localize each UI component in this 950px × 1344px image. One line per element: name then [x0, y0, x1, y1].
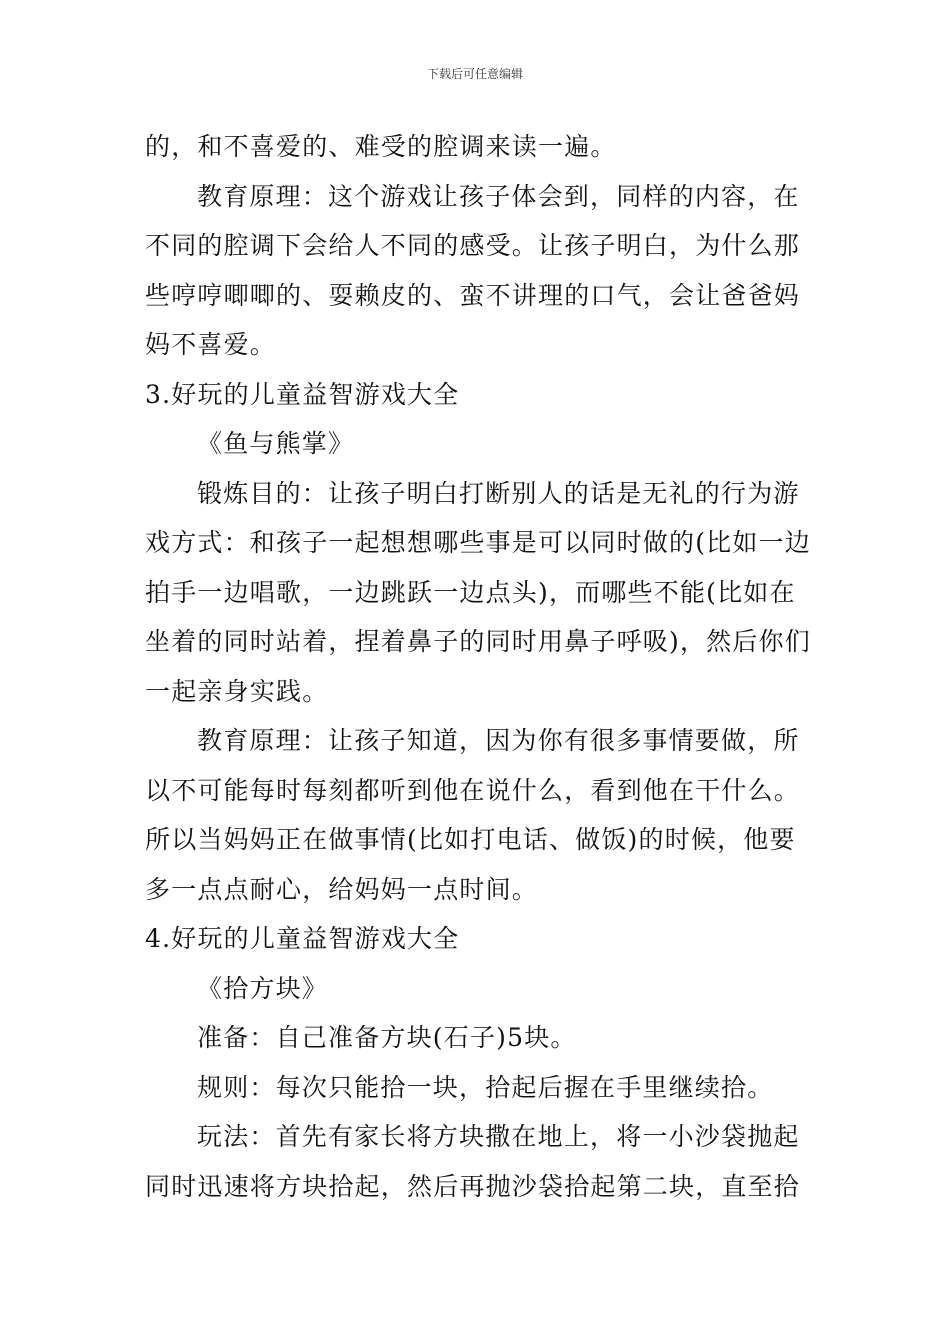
text-line: 拍手一边唱歌，一边跳跃一边点头)，而哪些不能(比如在 [145, 577, 796, 607]
game-title: 《拾方块》 [197, 973, 329, 1003]
text-line: 坐着的同时站着，捏着鼻子的同时用鼻子呼吸)，然后你们 [145, 627, 811, 656]
text-line: 以不可能每时每刻都听到他在说什么，看到他在干什么。 [145, 775, 801, 805]
text-line: 准备：自己准备方块(石子)5块。 [197, 1023, 577, 1052]
section-heading: 4.好玩的儿童益智游戏大全 [145, 924, 460, 953]
game-title: 《鱼与熊掌》 [197, 429, 355, 458]
page-header: 下载后可任意编辑 [426, 67, 523, 81]
section-heading: 3.好玩的儿童益智游戏大全 [145, 379, 460, 409]
text-line: 锻炼目的：让孩子明白打断别人的话是无礼的行为游 [197, 478, 800, 508]
text-line: 玩法：首先有家长将方块撒在地上，将一小沙袋抛起 [197, 1122, 800, 1151]
text-line: 所以当妈妈正在做事情(比如打电话、做饭)的时候，他要 [145, 825, 796, 854]
document-body [145, 122, 813, 1211]
text-line: 一起亲身实践。 [145, 676, 329, 706]
text-line: 的，和不喜爱的、难受的腔调来读一遍。 [145, 132, 617, 161]
text-line: 教育原理：让孩子知道，因为你有很多事情要做，所 [197, 726, 800, 755]
text-line: 规则：每次只能拾一块，拾起后握在手里继续拾。 [197, 1072, 774, 1102]
text-line: 多一点点耐心，给妈妈一点时间。 [145, 874, 539, 904]
text-line: 戏方式：和孩子一起想想哪些事是可以同时做的(比如一边 [145, 528, 811, 557]
text-line: 不同的腔调下会给人不同的感受。让孩子明白，为什么那 [145, 231, 801, 260]
text-line: 教育原理：这个游戏让孩子体会到，同样的内容，在 [197, 181, 800, 211]
text-line: 同时迅速将方块拾起，然后再抛沙袋拾起第二块，直至拾 [145, 1171, 801, 1201]
text-line: 些哼哼唧唧的、耍赖皮的、蛮不讲理的口气，会让爸爸妈 [145, 280, 801, 310]
text-line: 妈不喜爱。 [145, 330, 277, 359]
